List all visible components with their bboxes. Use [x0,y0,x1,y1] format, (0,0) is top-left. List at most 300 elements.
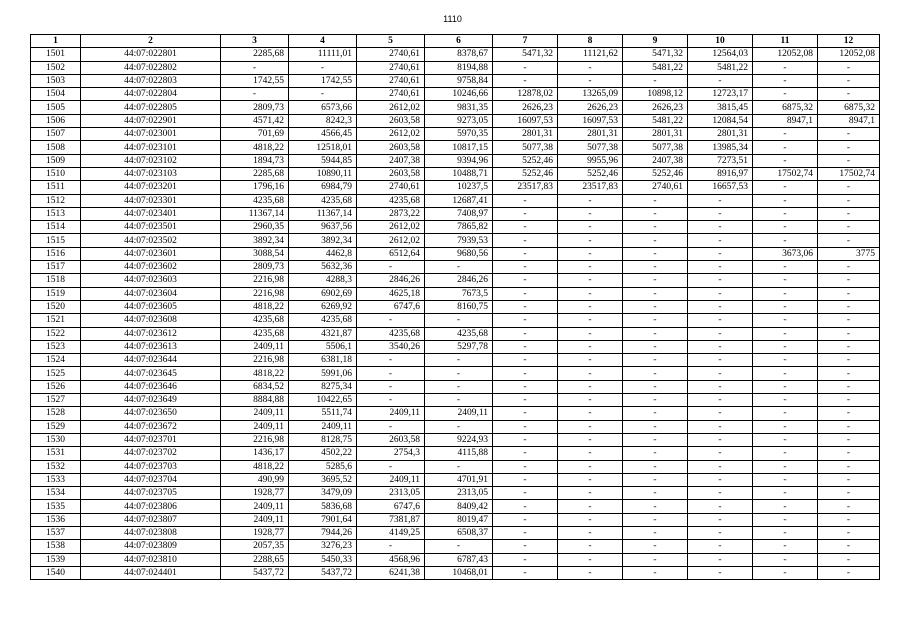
value-cell: 8947,1 [753,114,818,127]
value-cell: 2407,38 [623,154,688,167]
value-cell: - [558,287,623,300]
value-cell: - [688,394,753,407]
row-number-cell: 1508 [31,141,81,154]
cadastral-number-cell: 44:07:023645 [81,367,221,380]
row-number-cell: 1540 [31,566,81,579]
value-cell: - [493,380,558,393]
row-number-cell: 1522 [31,327,81,340]
row-number-cell: 1506 [31,114,81,127]
value-cell: - [753,327,818,340]
table-row [31,141,880,154]
value-cell: - [753,88,818,101]
value-cell: 4235,68 [425,327,493,340]
row-number-cell: 1523 [31,340,81,353]
value-cell: - [493,473,558,486]
cadastral-number-cell: 44:07:023810 [81,553,221,566]
value-cell: - [357,420,425,433]
value-cell: - [493,513,558,526]
value-cell: 9273,05 [425,114,493,127]
table-row [31,354,880,367]
value-cell: 2409,11 [289,420,357,433]
value-cell: 4288,3 [289,274,357,287]
cadastral-number-cell: 44:07:023703 [81,460,221,473]
value-cell: - [558,354,623,367]
value-cell: - [688,287,753,300]
value-cell: - [753,300,818,313]
row-number-cell: 1530 [31,433,81,446]
value-cell: 12723,17 [688,88,753,101]
value-cell: 12518,01 [289,141,357,154]
value-cell: 7381,87 [357,513,425,526]
value-cell: 5077,38 [558,141,623,154]
value-cell: - [623,74,688,87]
value-cell: 2740,61 [357,48,425,61]
column-header-1: 1 [31,35,81,48]
value-cell: 2740,61 [623,181,688,194]
value-cell: - [623,433,688,446]
value-cell: - [558,420,623,433]
value-cell: - [493,420,558,433]
value-cell: 8378,67 [425,48,493,61]
table-row [31,540,880,553]
value-cell: 2740,61 [357,61,425,74]
cadastral-number-cell: 44:07:023502 [81,234,221,247]
value-cell: - [425,314,493,327]
value-cell: - [558,447,623,460]
value-cell: - [357,367,425,380]
value-cell: - [558,460,623,473]
value-cell: 5437,72 [221,566,289,579]
value-cell: - [753,314,818,327]
value-cell: 6573,66 [289,101,357,114]
value-cell: - [623,194,688,207]
value-cell: - [623,274,688,287]
table-row [31,194,880,207]
value-cell: 10890,11 [289,167,357,180]
value-cell: - [493,74,558,87]
value-cell: - [688,526,753,539]
value-cell: - [623,420,688,433]
row-number-cell: 1539 [31,553,81,566]
value-cell: 2409,11 [357,407,425,420]
row-number-cell: 1505 [31,101,81,114]
value-cell: 701,69 [221,128,289,141]
value-cell: - [818,433,880,446]
table-row [31,473,880,486]
value-cell: - [818,354,880,367]
cadastral-number-cell: 44:07:023604 [81,287,221,300]
value-cell: 1928,77 [221,487,289,500]
value-cell: 9637,56 [289,221,357,234]
value-cell: - [558,513,623,526]
value-cell: - [623,327,688,340]
value-cell: 2809,73 [221,261,289,274]
cadastral-number-cell: 44:07:023605 [81,300,221,313]
row-number-cell: 1507 [31,128,81,141]
value-cell: - [818,513,880,526]
table-row [31,433,880,446]
table-row [31,154,880,167]
table-row [31,181,880,194]
cadastral-number-cell: 44:07:023601 [81,247,221,260]
value-cell: - [818,234,880,247]
value-cell: - [558,247,623,260]
value-cell: 5077,38 [623,141,688,154]
value-cell: - [425,540,493,553]
column-header-2: 2 [81,35,221,48]
value-cell: - [753,367,818,380]
cadastral-number-cell: 44:07:023603 [81,274,221,287]
value-cell: - [558,274,623,287]
value-cell: 5836,68 [289,500,357,513]
value-cell: 9680,56 [425,247,493,260]
value-cell: - [558,433,623,446]
row-number-cell: 1510 [31,167,81,180]
value-cell: - [221,61,289,74]
value-cell: - [818,540,880,553]
value-cell: - [623,247,688,260]
value-cell: 2612,02 [357,101,425,114]
value-cell: 6875,32 [753,101,818,114]
row-number-cell: 1532 [31,460,81,473]
cadastral-number-cell: 44:07:023608 [81,314,221,327]
table-row [31,74,880,87]
value-cell: - [357,540,425,553]
table-row [31,367,880,380]
value-cell: 2409,11 [221,407,289,420]
value-cell: 8947,1 [818,114,880,127]
value-cell: 6875,32 [818,101,880,114]
value-cell: - [688,473,753,486]
value-cell: - [688,566,753,579]
value-cell: - [493,487,558,500]
header-row [31,35,880,48]
cadastral-number-cell: 44:07:023301 [81,194,221,207]
row-number-cell: 1538 [31,540,81,553]
value-cell: - [688,221,753,234]
value-cell: 2409,11 [425,407,493,420]
value-cell: - [753,128,818,141]
row-number-cell: 1511 [31,181,81,194]
value-cell: 2626,23 [558,101,623,114]
table-row [31,380,880,393]
value-cell: - [558,234,623,247]
value-cell: 5471,32 [623,48,688,61]
value-cell: - [623,340,688,353]
table-row [31,500,880,513]
table-row [31,287,880,300]
value-cell: 6381,18 [289,354,357,367]
value-cell: - [753,141,818,154]
value-cell: 6984,79 [289,181,357,194]
value-cell: 2740,61 [357,74,425,87]
value-cell: 5252,46 [493,167,558,180]
value-cell: - [753,433,818,446]
cadastral-number-cell: 44:07:024401 [81,566,221,579]
value-cell: - [558,207,623,220]
value-cell: 4235,68 [289,194,357,207]
value-cell: 5970,35 [425,128,493,141]
value-cell: - [753,61,818,74]
value-cell: - [558,553,623,566]
value-cell: 4235,68 [221,327,289,340]
row-number-cell: 1525 [31,367,81,380]
value-cell: - [818,394,880,407]
value-cell: - [623,234,688,247]
value-cell: 9955,96 [558,154,623,167]
row-number-cell: 1526 [31,380,81,393]
value-cell: - [493,433,558,446]
value-cell: - [818,407,880,420]
value-cell: - [493,300,558,313]
column-header-3: 3 [221,35,289,48]
value-cell: - [688,327,753,340]
table-row [31,234,880,247]
value-cell: - [558,300,623,313]
row-number-cell: 1513 [31,207,81,220]
value-cell: 10237,5 [425,181,493,194]
value-cell: - [818,261,880,274]
table-row [31,207,880,220]
value-cell: - [493,394,558,407]
value-cell: - [493,247,558,260]
value-cell: 2313,05 [425,487,493,500]
value-cell: - [623,300,688,313]
value-cell: 23517,83 [558,181,623,194]
value-cell: 8194,88 [425,61,493,74]
table-row [31,566,880,579]
value-cell: - [493,274,558,287]
value-cell: 3775 [818,247,880,260]
value-cell: 2612,02 [357,221,425,234]
cadastral-number-cell: 44:07:023705 [81,487,221,500]
value-cell: - [818,194,880,207]
value-cell: - [558,61,623,74]
value-cell: 2603,58 [357,433,425,446]
cadastral-number-cell: 44:07:023701 [81,433,221,446]
value-cell: 2313,05 [357,487,425,500]
value-cell: - [623,487,688,500]
column-header-7: 7 [493,35,558,48]
value-cell: - [425,380,493,393]
value-cell: - [425,420,493,433]
value-cell: 5481,22 [623,61,688,74]
cadastral-number-cell: 44:07:023704 [81,473,221,486]
row-number-cell: 1514 [31,221,81,234]
value-cell: 16097,53 [493,114,558,127]
value-cell: - [493,61,558,74]
value-cell: 4566,45 [289,128,357,141]
value-cell: 2603,58 [357,114,425,127]
row-number-cell: 1527 [31,394,81,407]
value-cell: 8019,47 [425,513,493,526]
value-cell: - [688,274,753,287]
value-cell: - [425,261,493,274]
column-header-4: 4 [289,35,357,48]
value-cell: - [558,407,623,420]
value-cell: 6747,6 [357,300,425,313]
value-cell: - [493,367,558,380]
value-cell: - [623,287,688,300]
value-cell: - [818,340,880,353]
value-cell: 10246,66 [425,88,493,101]
value-cell: - [818,566,880,579]
value-cell: 3673,06 [753,247,818,260]
column-header-11: 11 [753,35,818,48]
value-cell: - [688,513,753,526]
value-cell: - [558,540,623,553]
value-cell: - [753,487,818,500]
value-cell: 3088,54 [221,247,289,260]
cadastral-number-cell: 44:07:023602 [81,261,221,274]
value-cell: 11121,62 [558,48,623,61]
value-cell: 12564,03 [688,48,753,61]
value-cell: - [623,540,688,553]
value-cell: - [818,553,880,566]
value-cell: - [558,380,623,393]
value-cell: 17502,74 [818,167,880,180]
value-cell: - [818,74,880,87]
value-cell: - [558,566,623,579]
value-cell: 5481,22 [623,114,688,127]
table-row [31,526,880,539]
value-cell: 10817,15 [425,141,493,154]
value-cell: - [688,500,753,513]
value-cell: - [753,553,818,566]
cadastral-number-cell: 44:07:022805 [81,101,221,114]
value-cell: - [818,154,880,167]
row-number-cell: 1502 [31,61,81,74]
value-cell: 10898,12 [623,88,688,101]
cadastral-number-cell: 44:07:023613 [81,340,221,353]
cadastral-number-cell: 44:07:023672 [81,420,221,433]
value-cell: 5506,1 [289,340,357,353]
value-cell: - [493,194,558,207]
value-cell: 23517,83 [493,181,558,194]
value-cell: - [818,221,880,234]
table-row [31,261,880,274]
value-cell: 4235,68 [357,327,425,340]
value-cell: 4235,68 [289,314,357,327]
value-cell: 2612,02 [357,234,425,247]
value-cell: 4321,87 [289,327,357,340]
row-number-cell: 1517 [31,261,81,274]
value-cell: - [688,447,753,460]
value-cell: - [753,181,818,194]
table-row [31,247,880,260]
value-cell: - [357,314,425,327]
column-header-12: 12 [818,35,880,48]
cadastral-number-cell: 44:07:023401 [81,207,221,220]
value-cell: - [623,407,688,420]
value-cell: - [818,207,880,220]
cadastral-number-cell: 44:07:022803 [81,74,221,87]
value-cell: - [688,207,753,220]
value-cell: - [623,380,688,393]
column-header-5: 5 [357,35,425,48]
value-cell: - [818,526,880,539]
value-cell: 2216,98 [221,287,289,300]
value-cell: 11367,14 [221,207,289,220]
value-cell: - [623,394,688,407]
cadastral-number-cell: 44:07:023650 [81,407,221,420]
row-number-cell: 1524 [31,354,81,367]
row-number-cell: 1503 [31,74,81,87]
value-cell: - [357,394,425,407]
cadastral-number-cell: 44:07:023612 [81,327,221,340]
value-cell: - [753,340,818,353]
value-cell: 2801,31 [688,128,753,141]
cadastral-number-cell: 44:07:023103 [81,167,221,180]
value-cell: 10488,71 [425,167,493,180]
value-cell: - [688,367,753,380]
value-cell: 5481,22 [688,61,753,74]
value-cell: 8160,75 [425,300,493,313]
value-cell: - [753,526,818,539]
value-cell: 5252,46 [623,167,688,180]
value-cell: 2409,11 [221,500,289,513]
value-cell: - [493,526,558,539]
table-row [31,314,880,327]
value-cell: - [425,394,493,407]
value-cell: 6269,92 [289,300,357,313]
value-cell: 7944,26 [289,526,357,539]
table-row [31,487,880,500]
value-cell: 12687,41 [425,194,493,207]
value-cell: - [425,367,493,380]
value-cell: 12052,08 [753,48,818,61]
value-cell: 2407,38 [357,154,425,167]
value-cell: 4818,22 [221,460,289,473]
value-cell: - [493,287,558,300]
row-number-cell: 1537 [31,526,81,539]
value-cell: - [753,207,818,220]
value-cell: - [623,261,688,274]
cadastral-number-cell: 44:07:022802 [81,61,221,74]
value-cell: 1894,73 [221,154,289,167]
cadastral-number-cell: 44:07:022804 [81,88,221,101]
table-row [31,221,880,234]
value-cell: - [688,314,753,327]
value-cell: - [623,460,688,473]
table-row [31,88,880,101]
value-cell: - [558,500,623,513]
row-number-cell: 1509 [31,154,81,167]
value-cell: - [753,407,818,420]
value-cell: - [818,141,880,154]
value-cell: 2873,22 [357,207,425,220]
value-cell: - [818,128,880,141]
value-cell: - [558,261,623,274]
table-row [31,447,880,460]
value-cell: 2409,11 [221,340,289,353]
value-cell: 4235,68 [357,194,425,207]
row-number-cell: 1518 [31,274,81,287]
value-cell: 4149,25 [357,526,425,539]
value-cell: - [818,460,880,473]
value-cell: 6834,52 [221,380,289,393]
table-row [31,101,880,114]
value-cell: - [558,221,623,234]
table-row [31,513,880,526]
column-header-9: 9 [623,35,688,48]
value-cell: - [493,460,558,473]
value-cell: 5991,06 [289,367,357,380]
cadastral-number-cell: 44:07:022901 [81,114,221,127]
data-table [30,34,880,580]
value-cell: - [558,526,623,539]
value-cell: 13265,09 [558,88,623,101]
